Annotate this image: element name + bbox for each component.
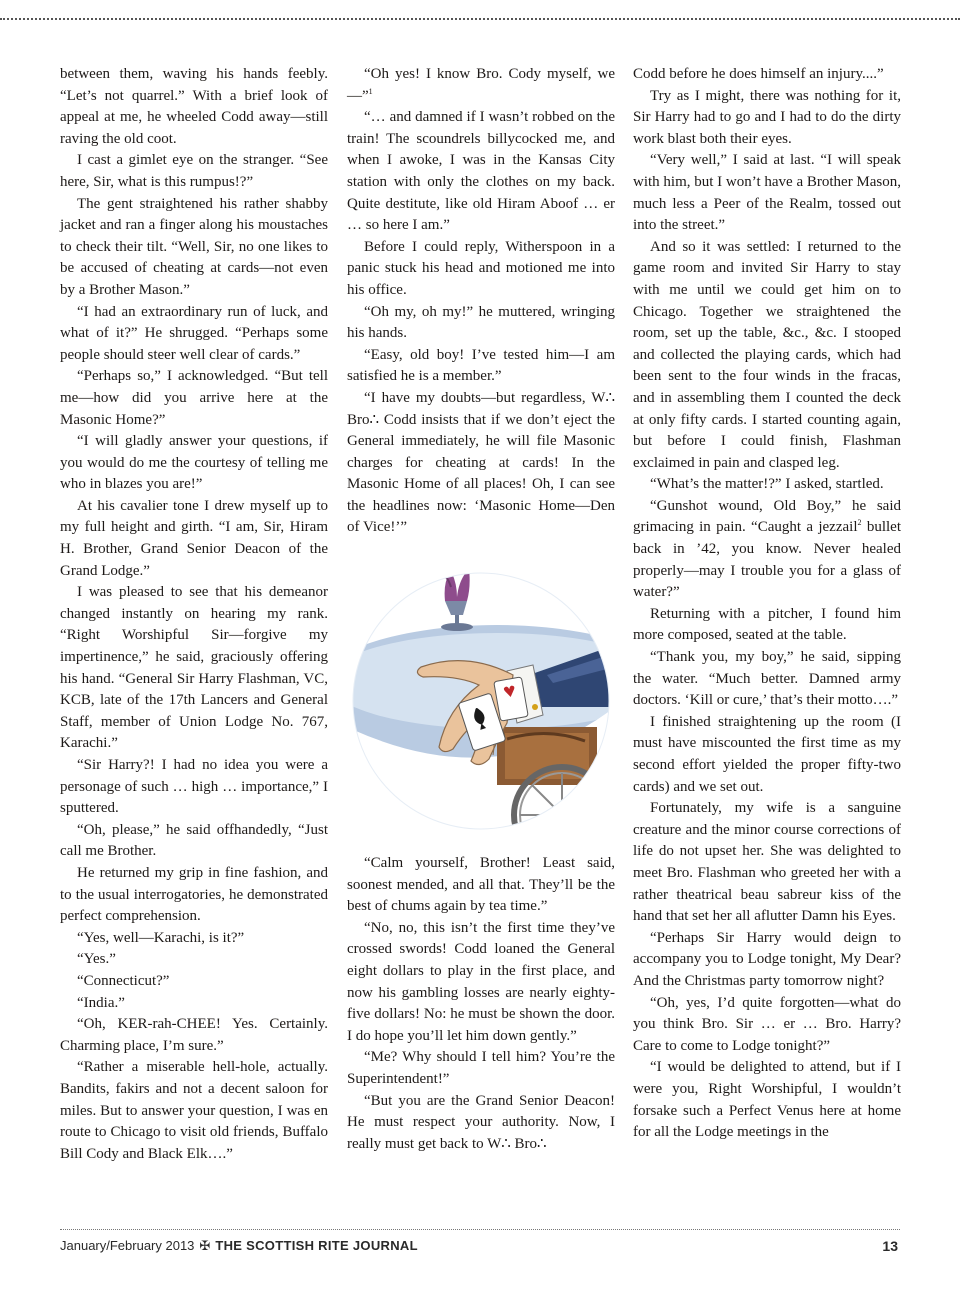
paragraph: “Yes.” xyxy=(77,951,116,968)
paragraph: “Connecticut?” xyxy=(77,972,170,989)
paragraph: “But you are the Grand Senior Deacon! He must respect your authority. Now, I really must get back to W∴ Bro∴ xyxy=(347,1092,615,1152)
paragraph: And so it was settled: I returned to the game room and invited Sir Harry to stay with me until we could get him on to Chicago. Together we straightened the room, set up the table, &c., &c. I stooped and collected the playing cards, which had been sent to the four winds in the fracas, and in assembling them I counted the deck at only fifty cards. I started counting again, but before I could finish, Flashman exclaimed in pain and clasped leg. xyxy=(633,238,901,471)
paragraph: At his cavalier tone I drew myself up to my full height and girth. “I am, Sir, Hiram H. Brother, Grand Senior Deacon of the Grand Lodge.” xyxy=(60,497,328,579)
page-number: 13 xyxy=(882,1238,898,1254)
column-2 xyxy=(347,64,615,1155)
paragraph: I cast a gimlet eye on the stranger. “See here, Sir, what is this rumpus!?” xyxy=(60,152,328,190)
paragraph: “Oh yes! I know Bro. Cody myself, we—”$^1$ xyxy=(347,66,615,104)
paragraph: “Gunshot wound, Old Boy,” he said grimacing in pain. “Caught a jezzail$^2$ bullet back in ’42, you know. Never healed properly—may I trouble you for a glass of water?” xyxy=(633,497,901,601)
paragraph: “Me? Why should I tell him? You’re the Superintendent!” xyxy=(347,1049,615,1087)
column-3 xyxy=(633,64,901,1144)
paragraph: “Yes, well—Karachi, is it?” xyxy=(77,929,245,946)
paragraph: “Perhaps Sir Harry would deign to accompany you to Lodge tonight, My Dear? And the Christmas party tomorrow night? xyxy=(633,929,901,989)
paragraph: “Perhaps so,” I acknowledged. “But tell me—how did you arrive here at the Masonic Home?” xyxy=(60,368,328,428)
paragraph: “Easy, old boy! I’ve tested him—I am satisfied he is a member.” xyxy=(347,346,615,385)
paragraph: “Oh, yes, I’d quite forgotten—what do you think Bro. Sir … er … Bro. Harry? Care to come to Lodge tonight?” xyxy=(633,994,901,1054)
column-1 xyxy=(60,64,328,1165)
paragraph: “Thank you, my boy,” he said, sipping the water. “Much better. Damned army doctors. ‘Kill or cure,’ that’s their motto….” xyxy=(633,649,901,709)
paragraph: “I would be delighted to attend, but if I were you, Right Worshipful, I wouldn’t forsake such a Perfect Venus here at home for all the Lodge meetings in the xyxy=(633,1059,901,1141)
paragraph: between them, waving his hands feebly. “Let’s not quarrel.” With a brief look of appeal at me, he wheeled Codd away—still raving the old coot. xyxy=(60,66,328,147)
paragraph: I finished straightening up the room (I must have miscounted the first time as my second effort yielded the proper fifty-two cards) and we set out. xyxy=(633,713,901,795)
paragraph: “Very well,” I said at last. “I will speak with him, but I won’t have a Brother Mason, much less a Peer of the Realm, tossed out into the street.” xyxy=(633,152,902,234)
bottom-dotted-rule xyxy=(60,1229,900,1230)
issue-date: January/February 2013 xyxy=(60,1238,195,1253)
paragraph: Returning with a pitcher, I found him more composed, seated at the table. xyxy=(633,605,901,644)
journal-title: THE SCOTTISH RITE JOURNAL xyxy=(215,1238,418,1253)
paragraph: “I will gladly answer your questions, if you would do me the courtesy of telling me who in blazes you are!” xyxy=(60,433,328,493)
paragraph: “Oh, KER-rah-CHEE! Yes. Certainly. Charming place, I’m sure.” xyxy=(60,1016,328,1054)
paragraph: Before I could reply, Witherspoon in a panic stuck his head and motioned me into his office. xyxy=(347,238,615,298)
paragraph: He returned my grip in fine fashion, and to the usual interrogatories, he demonstrated perfect comprehension. xyxy=(60,864,328,925)
paragraph: “Calm yourself, Brother! Least said, soonest mended, and all that. They’ll be the best of chums again by tea time.” xyxy=(347,855,615,915)
footnote-mark: 1 xyxy=(368,86,373,96)
page-footer xyxy=(60,1238,900,1258)
top-dotted-rule xyxy=(0,18,960,20)
paragraph: “… and damned if I wasn’t robbed on the train! The scoundrels billycocked me, and when I awoke, I was in the Kansas City station with only the clothes on my back. Quite destitute, like old Hiram Aboof … er … so here I am.” xyxy=(347,109,615,234)
paragraph: “India.” xyxy=(77,994,125,1011)
paragraph: “No, no, this isn’t the first time they’ve crossed swords! Codd loaned the General eight dollars to play in the first place, and now his gambling losses are nearly eighty-five dollars! No: he must be shown the door. I do hope you’ll let him down gently.” xyxy=(347,919,615,1044)
cross-icon: ✠ xyxy=(199,1238,211,1253)
paragraph: Try as I might, there was nothing for it, Sir Harry had to go and I had to do the dirty work blast both their eyes. xyxy=(633,87,901,147)
footnote-mark: 2 xyxy=(857,518,862,528)
paragraph: “What’s the matter!?” I asked, startled. xyxy=(650,476,884,493)
paragraph: “I had an extraordinary run of luck, and what of it?” He shrugged. “Perhaps some people should steer well clear of cards.” xyxy=(60,303,328,363)
paragraph: “I have my doubts—but regardless, W∴ Bro∴ Codd insists that if we don’t eject the General immediately, he will file Masonic charges for cheating at cards! In the Masonic Home of all places! Oh, I can see the headlines now: ‘Masonic Home—Den of Vice!’” xyxy=(347,389,615,536)
paragraph: Codd before he does himself an injury....” xyxy=(633,66,884,82)
paragraph: “Oh my, oh my!” he muttered, wringing his hands. xyxy=(347,303,615,342)
paragraph: I was pleased to see that his demeanor changed instantly on hearing my rank. “Right Worshipful Sir—forgive my impertinence,” he said, graciously offering his hand. “General Sir Harry Flashman, VC, KCB, late of the 17th Lancers and General Staff, member of Union Lodge No. 767, Karachi.” xyxy=(60,584,328,752)
paragraph: “Sir Harry?! I had no idea you were a personage of such … high … importance,” I sputtered. xyxy=(60,757,328,817)
card-cheat-illustration xyxy=(347,557,615,839)
paragraph: “Oh, please,” he said offhandedly, “Just call me Brother. xyxy=(60,821,328,860)
paragraph: “Rather a miserable hell-hole, actually. Bandits, fakirs and not a decent saloon for miles. But to answer your question, I was en route to Chicago to visit old friends, Buffalo Bill Cody and Black Elk….” xyxy=(60,1059,328,1162)
paragraph: The gent straightened his rather shabby jacket and ran a finger along his moustaches to check their tilt. “Well, Sir, no one likes to be accused of cheating at cards—not even by a Brother Mason.” xyxy=(60,195,328,298)
paragraph: Fortunately, my wife is a sanguine creature and the minor course corrections of life do not upset her. She was delighted to meet Bro. Flashman who greeted her with a rather theatrical beau sabreur kiss of the hand that set her all aflutter Damn his Eyes. xyxy=(633,800,901,925)
